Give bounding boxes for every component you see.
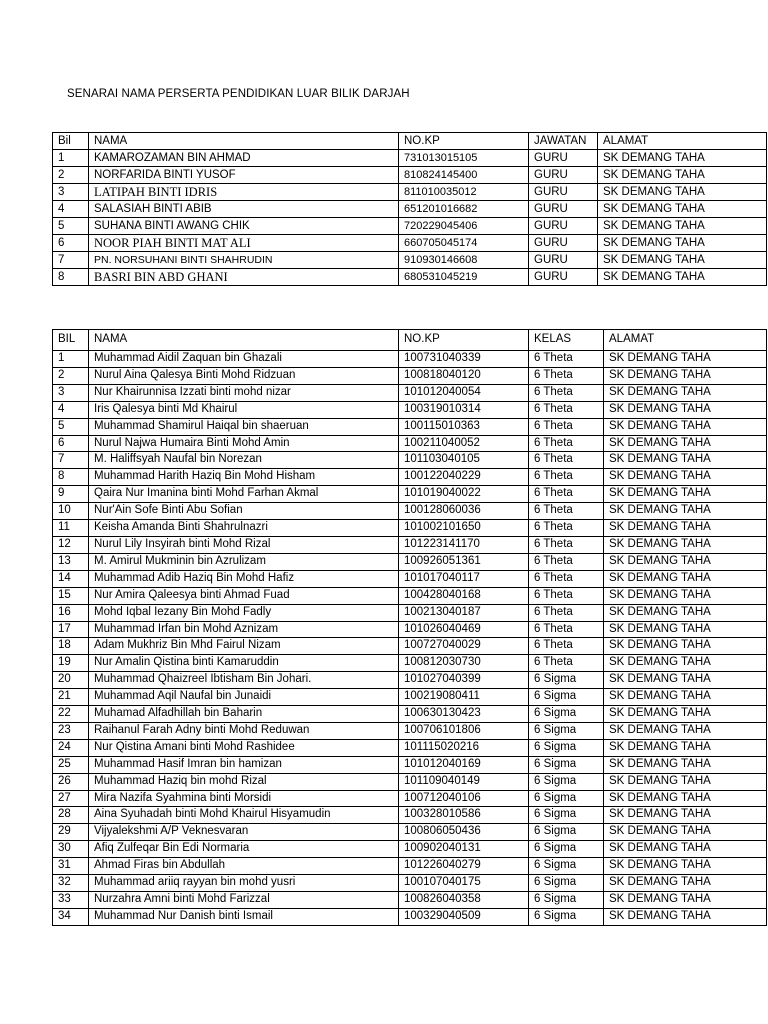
staff-ic-cell: 731013015105 (399, 150, 529, 167)
staff-address-cell: SK DEMANG TAHA (598, 167, 767, 184)
pupil-class-cell: 6 Theta (529, 486, 604, 503)
pupil-address-cell: SK DEMANG TAHA (604, 908, 767, 925)
pupil-address-cell: SK DEMANG TAHA (604, 452, 767, 469)
pupil-name-cell: Nurul Najwa Humaira Binti Mohd Amin (89, 435, 399, 452)
pupil-name-cell: Muhammad ariiq rayyan bin mohd yusri (89, 875, 399, 892)
pupil-ic-cell: 101027040399 (399, 672, 529, 689)
staff-name-cell: SALASIAH BINTI ABIB (89, 201, 399, 218)
staff-position-cell: GURU (529, 150, 598, 167)
pupil-address-cell: SK DEMANG TAHA (604, 401, 767, 418)
pupil-ic-cell: 101002101650 (399, 520, 529, 537)
pupil-name-cell: Muhammad Qhaizreel Ibtisham Bin Johari. (89, 672, 399, 689)
pupil-class-cell: 6 Theta (529, 351, 604, 368)
pupil-ic-cell: 101026040469 (399, 621, 529, 638)
staff-ic-cell: 720229045406 (399, 218, 529, 235)
pupil-address-cell: SK DEMANG TAHA (604, 739, 767, 756)
pupil-bil-cell: 18 (53, 638, 89, 655)
pupil-ic-cell: 100926051361 (399, 553, 529, 570)
pupil-name-cell: Muhammad Haziq bin mohd Rizal (89, 773, 399, 790)
staff-bil-cell: 7 (53, 252, 89, 269)
pupil-name-cell: Ahmad Firas bin Abdullah (89, 858, 399, 875)
staff-address-cell: SK DEMANG TAHA (598, 150, 767, 167)
pupil-name-cell: Muhammad Irfan bin Mohd Aznizam (89, 621, 399, 638)
staff-ic-cell: 810824145400 (399, 167, 529, 184)
pupil-name-cell: Nur Khairunnisa Izzati binti mohd nizar (89, 384, 399, 401)
pupil-bil-cell: 31 (53, 858, 89, 875)
pupil-row (53, 790, 767, 807)
pupil-address-cell: SK DEMANG TAHA (604, 672, 767, 689)
pupil-ic-cell: 100219080411 (399, 689, 529, 706)
pupil-bil-cell: 8 (53, 469, 89, 486)
staff-header-row (53, 133, 767, 150)
pupil-column-header: ALAMAT (604, 330, 767, 351)
pupil-bil-cell: 9 (53, 486, 89, 503)
pupil-row (53, 722, 767, 739)
pupil-bil-cell: 6 (53, 435, 89, 452)
pupil-name-cell: Keisha Amanda Binti Shahrulnazri (89, 520, 399, 537)
pupil-name-cell: Muhamad Alfadhillah bin Baharin (89, 706, 399, 723)
staff-bil-cell: 4 (53, 201, 89, 218)
pupil-class-cell: 6 Theta (529, 367, 604, 384)
pupil-address-cell: SK DEMANG TAHA (604, 875, 767, 892)
pupil-name-cell: Nurul Aina Qalesya Binti Mohd Ridzuan (89, 367, 399, 384)
staff-row (53, 150, 767, 167)
pupil-name-cell: Nurzahra Amni binti Mohd Farizzal (89, 892, 399, 909)
pupil-ic-cell: 101103040105 (399, 452, 529, 469)
pupil-bil-cell: 14 (53, 570, 89, 587)
staff-address-cell: SK DEMANG TAHA (598, 184, 767, 201)
staff-row (53, 269, 767, 286)
staff-row (53, 184, 767, 201)
pupil-header-row (53, 330, 767, 351)
pupil-row (53, 604, 767, 621)
pupil-ic-cell: 100428040168 (399, 587, 529, 604)
pupil-bil-cell: 16 (53, 604, 89, 621)
pupil-class-cell: 6 Theta (529, 520, 604, 537)
staff-row (53, 252, 767, 269)
pupil-address-cell: SK DEMANG TAHA (604, 486, 767, 503)
pupil-class-cell: 6 Theta (529, 536, 604, 553)
pupil-address-cell: SK DEMANG TAHA (604, 807, 767, 824)
pupil-class-cell: 6 Sigma (529, 756, 604, 773)
pupil-row (53, 824, 767, 841)
pupil-name-cell: Nur Amira Qaleesya binti Ahmad Fuad (89, 587, 399, 604)
pupil-address-cell: SK DEMANG TAHA (604, 892, 767, 909)
staff-bil-cell: 6 (53, 235, 89, 252)
staff-address-cell: SK DEMANG TAHA (598, 235, 767, 252)
pupil-address-cell: SK DEMANG TAHA (604, 773, 767, 790)
staff-ic-cell: 680531045219 (399, 269, 529, 286)
pupil-bil-cell: 3 (53, 384, 89, 401)
pupil-ic-cell: 100329040509 (399, 908, 529, 925)
pupil-bil-cell: 21 (53, 689, 89, 706)
pupil-address-cell: SK DEMANG TAHA (604, 790, 767, 807)
pupil-bil-cell: 17 (53, 621, 89, 638)
pupil-ic-cell: 100706101806 (399, 722, 529, 739)
pupil-name-cell: Muhammad Nur Danish binti Ismail (89, 908, 399, 925)
staff-row (53, 167, 767, 184)
staff-position-cell: GURU (529, 252, 598, 269)
pupil-bil-cell: 15 (53, 587, 89, 604)
pupil-address-cell: SK DEMANG TAHA (604, 536, 767, 553)
pupil-ic-cell: 101012040054 (399, 384, 529, 401)
pupil-class-cell: 6 Sigma (529, 706, 604, 723)
pupil-ic-cell: 100328010586 (399, 807, 529, 824)
pupil-name-cell: Vijyalekshmi A/P Veknesvaran (89, 824, 399, 841)
pupil-row (53, 553, 767, 570)
pupil-bil-cell: 19 (53, 655, 89, 672)
pupil-address-cell: SK DEMANG TAHA (604, 638, 767, 655)
pupil-ic-cell: 100211040052 (399, 435, 529, 452)
staff-bil-cell: 8 (53, 269, 89, 286)
staff-address-cell: SK DEMANG TAHA (598, 201, 767, 218)
pupil-bil-cell: 12 (53, 536, 89, 553)
pupil-bil-cell: 26 (53, 773, 89, 790)
pupil-bil-cell: 2 (53, 367, 89, 384)
pupil-column-header: BIL (53, 330, 89, 351)
staff-column-header: JAWATAN (529, 133, 598, 150)
pupil-row (53, 401, 767, 418)
pupil-bil-cell: 33 (53, 892, 89, 909)
pupil-address-cell: SK DEMANG TAHA (604, 706, 767, 723)
pupil-column-header: KELAS (529, 330, 604, 351)
pupil-ic-cell: 100818040120 (399, 367, 529, 384)
staff-name-cell: PN. NORSUHANI BINTI SHAHRUDIN (89, 252, 399, 269)
pupil-row (53, 739, 767, 756)
staff-bil-cell: 2 (53, 167, 89, 184)
pupil-class-cell: 6 Sigma (529, 841, 604, 858)
pupil-ic-cell: 101115020216 (399, 739, 529, 756)
pupil-address-cell: SK DEMANG TAHA (604, 520, 767, 537)
pupil-class-cell: 6 Sigma (529, 807, 604, 824)
pupil-class-cell: 6 Theta (529, 418, 604, 435)
pupil-ic-cell: 101223141170 (399, 536, 529, 553)
pupil-row (53, 858, 767, 875)
pupil-ic-cell: 100712040106 (399, 790, 529, 807)
pupil-bil-cell: 28 (53, 807, 89, 824)
pupil-class-cell: 6 Sigma (529, 689, 604, 706)
pupil-ic-cell: 101019040022 (399, 486, 529, 503)
pupil-class-cell: 6 Sigma (529, 672, 604, 689)
pupil-row (53, 486, 767, 503)
staff-column-header: ALAMAT (598, 133, 767, 150)
pupil-ic-cell: 100122040229 (399, 469, 529, 486)
pupil-table (52, 329, 767, 926)
pupil-address-cell: SK DEMANG TAHA (604, 469, 767, 486)
pupil-address-cell: SK DEMANG TAHA (604, 570, 767, 587)
pupil-name-cell: Adam Mukhriz Bin Mhd Fairul Nizam (89, 638, 399, 655)
pupil-row (53, 621, 767, 638)
pupil-column-header: NAMA (89, 330, 399, 351)
pupil-class-cell: 6 Theta (529, 469, 604, 486)
pupil-bil-cell: 23 (53, 722, 89, 739)
pupil-row (53, 756, 767, 773)
pupil-row (53, 638, 767, 655)
pupil-row (53, 351, 767, 368)
pupil-class-cell: 6 Theta (529, 503, 604, 520)
pupil-row (53, 773, 767, 790)
staff-ic-cell: 651201016682 (399, 201, 529, 218)
staff-position-cell: GURU (529, 184, 598, 201)
pupil-bil-cell: 5 (53, 418, 89, 435)
staff-ic-cell: 910930146608 (399, 252, 529, 269)
staff-bil-cell: 1 (53, 150, 89, 167)
pupil-name-cell: Muhammad Harith Haziq Bin Mohd Hisham (89, 469, 399, 486)
pupil-bil-cell: 7 (53, 452, 89, 469)
pupil-bil-cell: 13 (53, 553, 89, 570)
pupil-class-cell: 6 Theta (529, 384, 604, 401)
pupil-class-cell: 6 Sigma (529, 739, 604, 756)
pupil-address-cell: SK DEMANG TAHA (604, 367, 767, 384)
pupil-row (53, 570, 767, 587)
staff-name-cell: NORFARIDA BINTI YUSOF (89, 167, 399, 184)
pupil-bil-cell: 25 (53, 756, 89, 773)
pupil-name-cell: M. Haliffsyah Naufal bin Norezan (89, 452, 399, 469)
pupil-class-cell: 6 Theta (529, 587, 604, 604)
pupil-class-cell: 6 Sigma (529, 858, 604, 875)
pupil-class-cell: 6 Sigma (529, 892, 604, 909)
pupil-address-cell: SK DEMANG TAHA (604, 722, 767, 739)
pupil-row (53, 418, 767, 435)
pupil-bil-cell: 27 (53, 790, 89, 807)
pupil-name-cell: Aina Syuhadah binti Mohd Khairul Hisyamudin (89, 807, 399, 824)
pupil-name-cell: Iris Qalesya binti Md Khairul (89, 401, 399, 418)
pupil-class-cell: 6 Theta (529, 621, 604, 638)
staff-address-cell: SK DEMANG TAHA (598, 218, 767, 235)
pupil-bil-cell: 4 (53, 401, 89, 418)
pupil-address-cell: SK DEMANG TAHA (604, 756, 767, 773)
staff-position-cell: GURU (529, 235, 598, 252)
staff-address-cell: SK DEMANG TAHA (598, 269, 767, 286)
pupil-class-cell: 6 Sigma (529, 790, 604, 807)
pupil-address-cell: SK DEMANG TAHA (604, 351, 767, 368)
pupil-ic-cell: 101226040279 (399, 858, 529, 875)
pupil-address-cell: SK DEMANG TAHA (604, 689, 767, 706)
pupil-ic-cell: 100115010363 (399, 418, 529, 435)
staff-position-cell: GURU (529, 167, 598, 184)
pupil-row (53, 807, 767, 824)
staff-table (52, 132, 767, 286)
staff-name-cell: LATIPAH BINTI IDRIS (89, 184, 399, 201)
staff-column-header: NAMA (89, 133, 399, 150)
pupil-class-cell: 6 Sigma (529, 908, 604, 925)
pupil-row (53, 520, 767, 537)
pupil-address-cell: SK DEMANG TAHA (604, 384, 767, 401)
staff-row (53, 218, 767, 235)
pupil-name-cell: Nurul Lily Insyirah binti Mohd Rizal (89, 536, 399, 553)
pupil-class-cell: 6 Theta (529, 655, 604, 672)
pupil-class-cell: 6 Theta (529, 604, 604, 621)
pupil-row (53, 841, 767, 858)
pupil-bil-cell: 20 (53, 672, 89, 689)
pupil-ic-cell: 101109040149 (399, 773, 529, 790)
staff-position-cell: GURU (529, 269, 598, 286)
pupil-address-cell: SK DEMANG TAHA (604, 841, 767, 858)
pupil-class-cell: 6 Sigma (529, 722, 604, 739)
pupil-class-cell: 6 Theta (529, 435, 604, 452)
pupil-ic-cell: 100128060036 (399, 503, 529, 520)
pupil-row (53, 706, 767, 723)
pupil-row (53, 672, 767, 689)
pupil-bil-cell: 24 (53, 739, 89, 756)
pupil-class-cell: 6 Sigma (529, 875, 604, 892)
pupil-row (53, 503, 767, 520)
pupil-address-cell: SK DEMANG TAHA (604, 435, 767, 452)
pupil-row (53, 469, 767, 486)
pupil-bil-cell: 34 (53, 908, 89, 925)
staff-name-cell: SUHANA BINTI AWANG CHIK (89, 218, 399, 235)
pupil-row (53, 892, 767, 909)
pupil-name-cell: Muhammad Aidil Zaquan bin Ghazali (89, 351, 399, 368)
staff-position-cell: GURU (529, 201, 598, 218)
pupil-name-cell: M. Amirul Mukminin bin Azrulizam (89, 553, 399, 570)
staff-ic-cell: 660705045174 (399, 235, 529, 252)
pupil-ic-cell: 100902040131 (399, 841, 529, 858)
pupil-address-cell: SK DEMANG TAHA (604, 858, 767, 875)
pupil-bil-cell: 10 (53, 503, 89, 520)
pupil-address-cell: SK DEMANG TAHA (604, 418, 767, 435)
pupil-ic-cell: 100107040175 (399, 875, 529, 892)
pupil-row (53, 875, 767, 892)
staff-column-header: Bil (53, 133, 89, 150)
pupil-name-cell: Muhammad Hasif Imran bin hamizan (89, 756, 399, 773)
pupil-name-cell: Nur Qistina Amani binti Mohd Rashidee (89, 739, 399, 756)
pupil-row (53, 689, 767, 706)
pupil-column-header: NO.KP (399, 330, 529, 351)
pupil-row (53, 587, 767, 604)
pupil-bil-cell: 1 (53, 351, 89, 368)
pupil-address-cell: SK DEMANG TAHA (604, 824, 767, 841)
pupil-name-cell: Muhammad Adib Haziq Bin Mohd Hafiz (89, 570, 399, 587)
pupil-address-cell: SK DEMANG TAHA (604, 655, 767, 672)
pupil-name-cell: Qaira Nur Imanina binti Mohd Farhan Akmal (89, 486, 399, 503)
pupil-name-cell: Muhammad Aqil Naufal bin Junaidi (89, 689, 399, 706)
staff-address-cell: SK DEMANG TAHA (598, 252, 767, 269)
pupil-class-cell: 6 Theta (529, 401, 604, 418)
pupil-class-cell: 6 Sigma (529, 773, 604, 790)
pupil-row (53, 908, 767, 925)
pupil-row (53, 384, 767, 401)
pupil-name-cell: Nur'Ain Sofe Binti Abu Sofian (89, 503, 399, 520)
pupil-ic-cell: 100213040187 (399, 604, 529, 621)
pupil-class-cell: 6 Theta (529, 638, 604, 655)
pupil-name-cell: Afiq Zulfeqar Bin Edi Normaria (89, 841, 399, 858)
staff-row (53, 235, 767, 252)
pupil-row (53, 435, 767, 452)
pupil-row (53, 367, 767, 384)
pupil-address-cell: SK DEMANG TAHA (604, 604, 767, 621)
pupil-name-cell: Raihanul Farah Adny binti Mohd Reduwan (89, 722, 399, 739)
pupil-class-cell: 6 Theta (529, 452, 604, 469)
pupil-class-cell: 6 Theta (529, 570, 604, 587)
pupil-ic-cell: 100812030730 (399, 655, 529, 672)
document-title: SENARAI NAMA PERSERTA PENDIDIKAN LUAR BILIK DARJAH (67, 88, 410, 100)
staff-name-cell: BASRI BIN ABD GHANI (89, 269, 399, 286)
pupil-bil-cell: 29 (53, 824, 89, 841)
pupil-name-cell: Mira Nazifa Syahmina binti Morsidi (89, 790, 399, 807)
pupil-name-cell: Nur Amalin Qistina binti Kamaruddin (89, 655, 399, 672)
pupil-address-cell: SK DEMANG TAHA (604, 621, 767, 638)
pupil-ic-cell: 100630130423 (399, 706, 529, 723)
staff-name-cell: KAMAROZAMAN BIN AHMAD (89, 150, 399, 167)
pupil-bil-cell: 11 (53, 520, 89, 537)
pupil-ic-cell: 100319010314 (399, 401, 529, 418)
staff-bil-cell: 3 (53, 184, 89, 201)
pupil-ic-cell: 100806050436 (399, 824, 529, 841)
pupil-ic-cell: 101012040169 (399, 756, 529, 773)
pupil-bil-cell: 22 (53, 706, 89, 723)
pupil-bil-cell: 30 (53, 841, 89, 858)
pupil-address-cell: SK DEMANG TAHA (604, 553, 767, 570)
pupil-row (53, 452, 767, 469)
pupil-class-cell: 6 Sigma (529, 824, 604, 841)
pupil-ic-cell: 100731040339 (399, 351, 529, 368)
pupil-bil-cell: 32 (53, 875, 89, 892)
pupil-name-cell: Mohd Iqbal Iezany Bin Mohd Fadly (89, 604, 399, 621)
pupil-row (53, 655, 767, 672)
pupil-row (53, 536, 767, 553)
staff-ic-cell: 811010035012 (399, 184, 529, 201)
staff-bil-cell: 5 (53, 218, 89, 235)
staff-row (53, 201, 767, 218)
staff-name-cell: NOOR PIAH BINTI MAT ALI (89, 235, 399, 252)
pupil-ic-cell: 100826040358 (399, 892, 529, 909)
pupil-ic-cell: 101017040117 (399, 570, 529, 587)
pupil-class-cell: 6 Theta (529, 553, 604, 570)
staff-column-header: NO.KP (399, 133, 529, 150)
pupil-name-cell: Muhammad Shamirul Haiqal bin shaeruan (89, 418, 399, 435)
pupil-address-cell: SK DEMANG TAHA (604, 587, 767, 604)
pupil-address-cell: SK DEMANG TAHA (604, 503, 767, 520)
staff-position-cell: GURU (529, 218, 598, 235)
pupil-ic-cell: 100727040029 (399, 638, 529, 655)
